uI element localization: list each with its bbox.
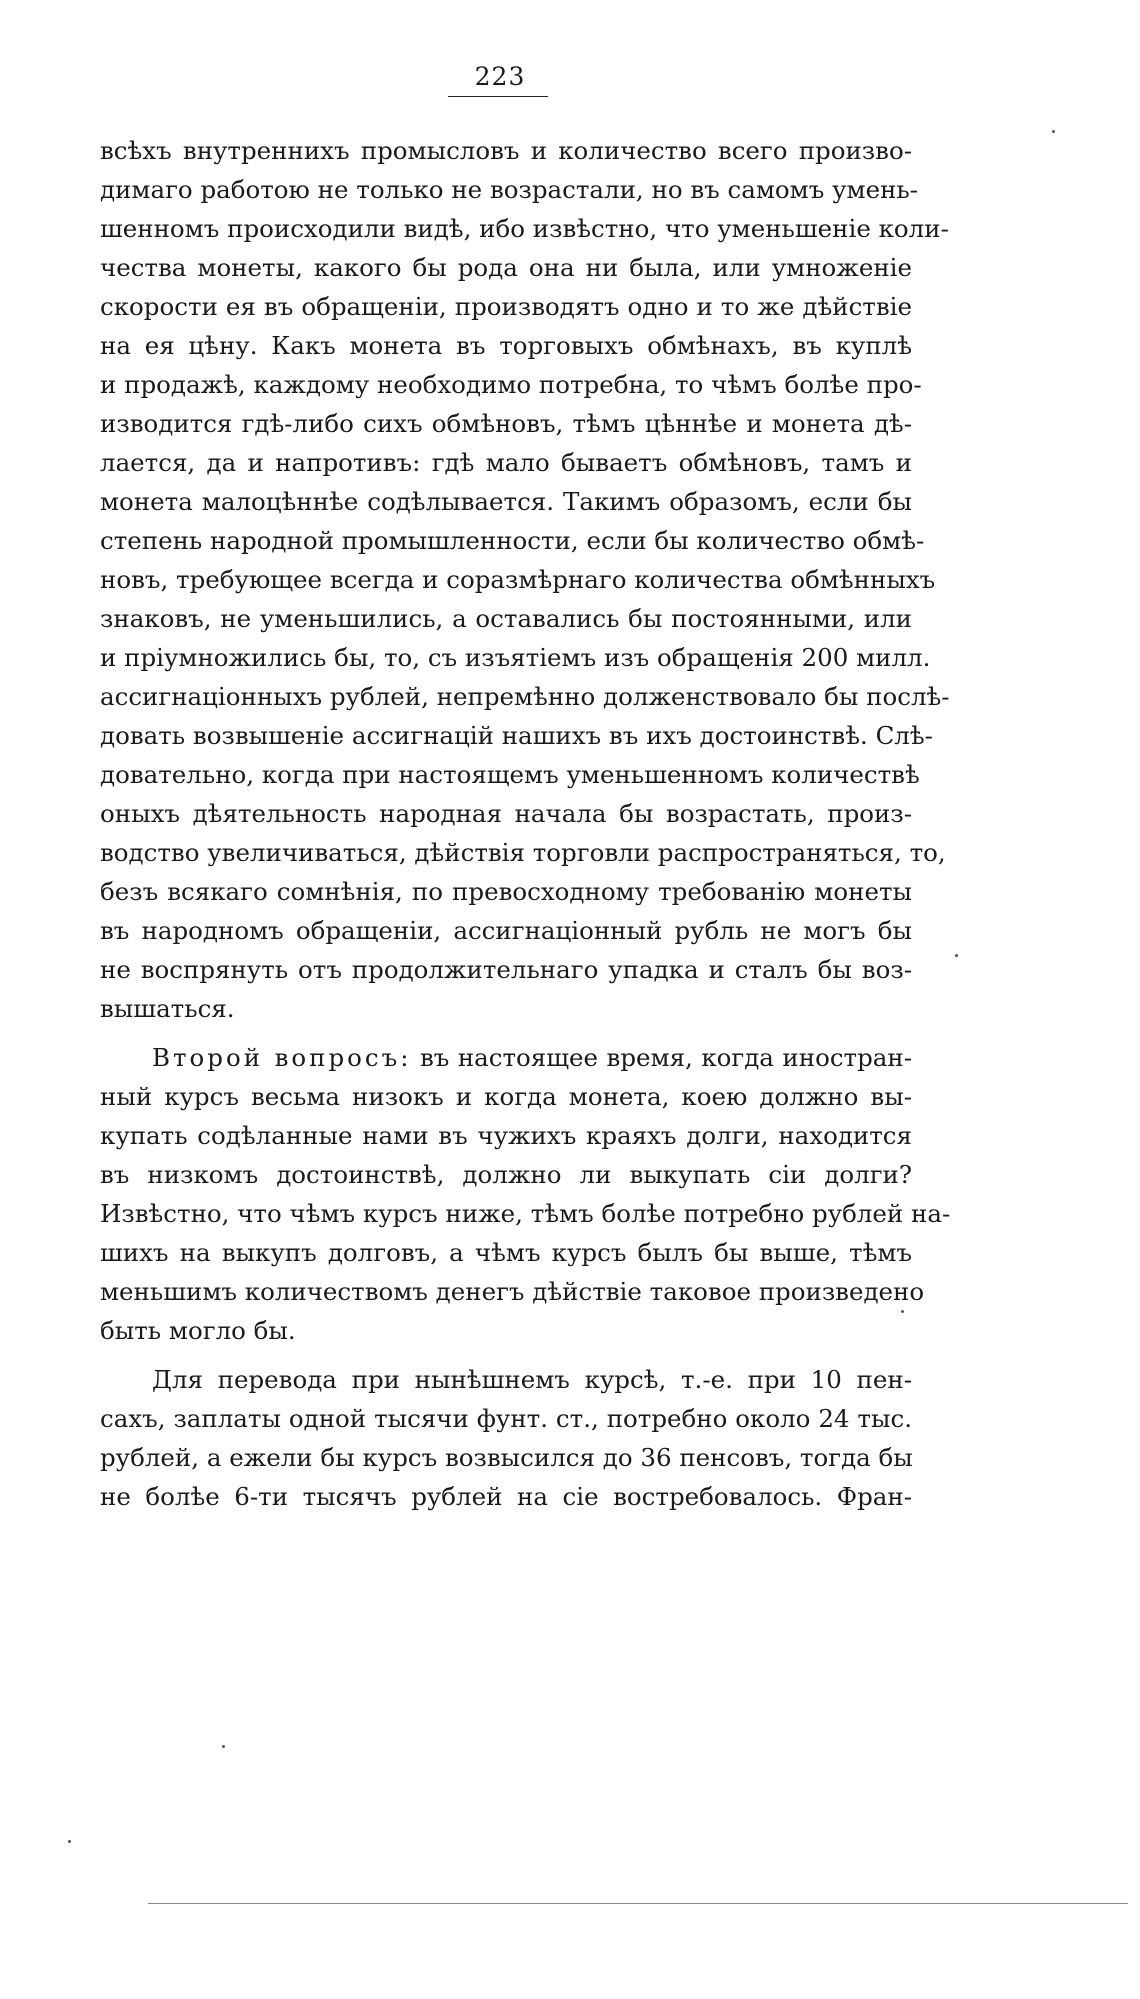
text-line: всѣхъ внутреннихъ промысловъ и количество всего произво- (100, 136, 912, 165)
page-number: 223 (474, 62, 526, 91)
text-line: Для перевода при нынѣшнемъ курсѣ, т.-е. при 10 пен- (152, 1365, 912, 1394)
text-line (100, 1038, 912, 1077)
text-line: и пріумножились бы, то, съ изъятіемъ изъ обращенія 200 милл. (100, 643, 931, 672)
page-number-rule (448, 96, 548, 97)
text-line: новъ, требующее всегда и соразмѣрнаго количества обмѣнныхъ (100, 565, 936, 594)
text-line: довать возвышеніе ассигнацій нашихъ въ ихъ достоинствѣ. Слѣ- (100, 721, 933, 750)
text-line-rest: въ настоящее время, когда иностран- (411, 1043, 912, 1072)
scan-speck (68, 1840, 71, 1843)
text-line: оныхъ дѣятельность народная начала бы возрастать, произ- (100, 799, 912, 828)
scan-speck (1052, 130, 1055, 133)
text-line: скорости ея въ обращеніи, производятъ одно и то же дѣйствіе (100, 292, 912, 321)
text-line: въ народномъ обращеніи, ассигнаціонный рубль не могъ бы (100, 916, 912, 945)
scan-speck (901, 1310, 904, 1313)
text-line: меньшимъ количествомъ денегъ дѣйствіе таковое произведено (100, 1277, 925, 1306)
text-line: и продажѣ, каждому необходимо потребна, то чѣмъ болѣе про- (100, 370, 922, 399)
text-line: ассигнаціонныхъ рублей, непремѣнно долженствовало бы послѣ- (100, 682, 950, 711)
text-line: водство увеличиваться, дѣйствія торговли распространяться, то, (100, 838, 946, 867)
text-line: сахъ, заплаты одной тысячи фунт. ст., потребно около 24 тыс. (100, 1404, 912, 1433)
paragraph-2 (100, 1038, 951, 1350)
text-line: купать содѣланные нами въ чужихъ краяхъ долги, находится (100, 1121, 912, 1150)
body-text (100, 131, 951, 1516)
text-line: Извѣстно, что чѣмъ курсъ ниже, тѣмъ болѣе потребно рублей на- (100, 1199, 951, 1228)
text-line: чества монеты, какого бы рода она ни была, или умноженіе (100, 253, 912, 282)
scan-edge-line (148, 1903, 1128, 1904)
text-line: не болѣе 6-ти тысячъ рублей на сіе востребовалось. Фран- (100, 1482, 912, 1511)
text-line: безъ всякаго сомнѣнія, по превосходному требованію монеты (100, 877, 912, 906)
text-line: вышаться. (100, 994, 235, 1023)
text-line: димаго работою не только не возрастали, но въ самомъ умень- (100, 175, 919, 204)
text-line: изводится гдѣ-либо сихъ обмѣновъ, тѣмъ цѣннѣе и монета дѣ- (100, 409, 912, 438)
text-line: лается, да и напротивъ: гдѣ мало бываетъ обмѣновъ, тамъ и (100, 448, 912, 477)
text-line: довательно, когда при настоящемъ уменьшенномъ количествѣ (100, 760, 920, 789)
second-question-heading: Второй вопросъ: (152, 1043, 412, 1072)
text-line: знаковъ, не уменьшились, а оставались бы постоянными, или (100, 604, 912, 633)
text-line: не воспрянуть отъ продолжительнаго упадка и сталъ бы воз- (100, 955, 912, 984)
text-line: на ея цѣну. Какъ монета въ торговыхъ обмѣнахъ, въ куплѣ (100, 331, 912, 360)
text-line: шихъ на выкупъ долговъ, а чѣмъ курсъ былъ бы выше, тѣмъ (100, 1238, 912, 1267)
text-line: въ низкомъ достоинствѣ, должно ли выкупать сіи долги? (100, 1160, 912, 1189)
text-line: степень народной промышленности, если бы количество обмѣ- (100, 526, 925, 555)
text-line: ный курсъ весьма низокъ и когда монета, коею должно вы- (100, 1082, 912, 1111)
scan-speck (955, 954, 958, 957)
text-line: быть могло бы. (100, 1316, 296, 1345)
paragraph-3 (100, 1360, 912, 1516)
scan-speck (222, 1745, 225, 1748)
text-line: рублей, а ежели бы курсъ возвысился до 36 пенсовъ, тогда бы (100, 1443, 913, 1472)
text-line: шенномъ происходили видѣ, ибо извѣстно, что уменьшеніе коли- (100, 214, 949, 243)
text-line: монета малоцѣннѣе содѣлывается. Такимъ образомъ, если бы (100, 487, 912, 516)
paragraph-1 (100, 131, 950, 1028)
